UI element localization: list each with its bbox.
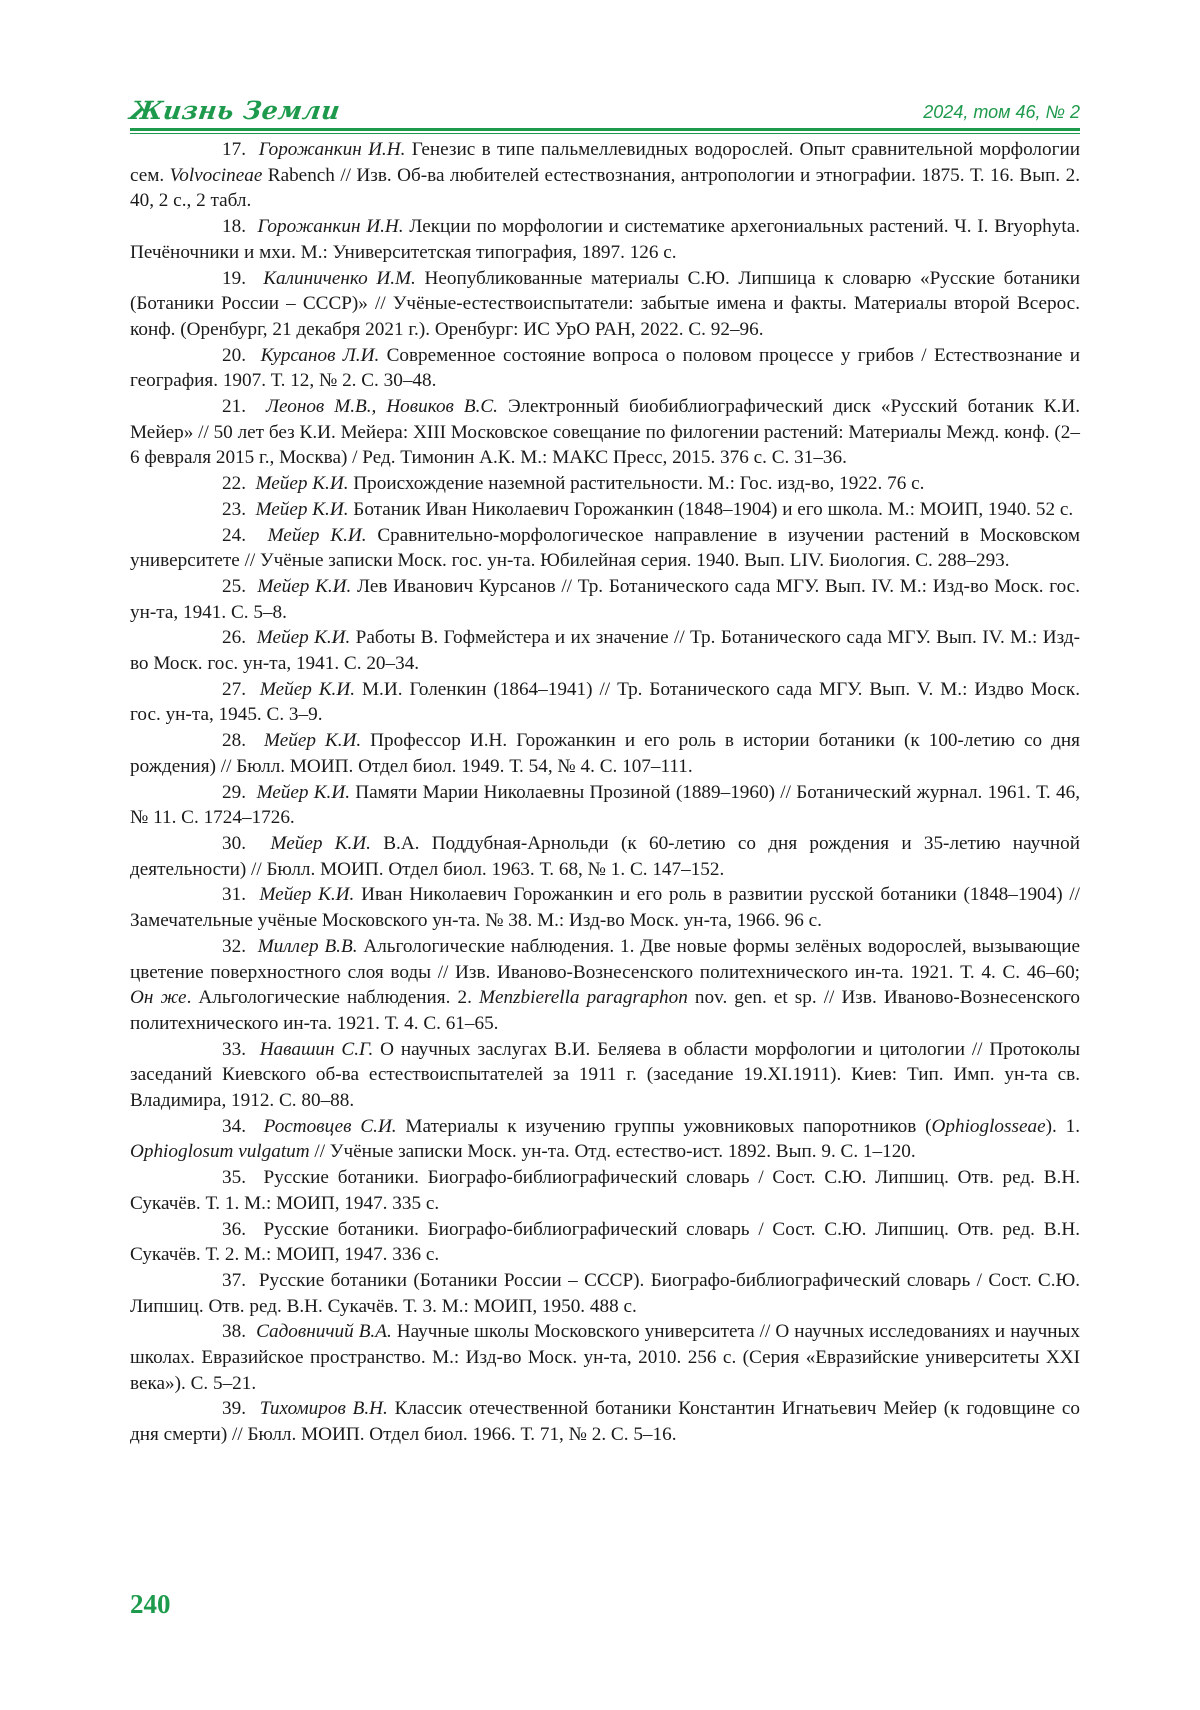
reference-number: 39. <box>222 1398 246 1420</box>
reference-item <box>130 677 1080 728</box>
reference-item <box>130 831 1080 882</box>
reference-number: 25. <box>222 575 246 597</box>
reference-item <box>130 497 1080 523</box>
reference-authors: Мейер К.И. <box>267 524 367 546</box>
reference-number: 31. <box>222 884 246 906</box>
reference-authors: Миллер В.В. <box>257 935 358 957</box>
reference-authors: Курсанов Л.И. <box>260 344 380 366</box>
reference-authors: Горожанкин И.Н. <box>257 216 404 238</box>
reference-authors: Ростовцев С.И. <box>263 1115 397 1137</box>
reference-text: Классик отечественной ботаники Константин Игнатьевич Мейер (к годовщине со дня смерти) // Бюлл. МОИП. Отдел биол. 1966. Т. 71, № 2. С. 5–16. <box>130 1398 1080 1446</box>
reference-item <box>130 266 1080 343</box>
reference-text: Материалы к изучению группы ужовниковых папоротников ( <box>396 1115 932 1137</box>
reference-item <box>130 934 1080 1037</box>
reference-number: 27. <box>222 678 246 700</box>
reference-text: Русские ботаники. Биографо-библиографический словарь / Сост. С.Ю. Липшиц. Отв. ред. В.Н. Сукачёв. Т. 2. М.: МОИП, 1947. 336 с. <box>130 1218 1080 1266</box>
header-rule-thick <box>130 128 1080 131</box>
reference-number: 23. <box>222 498 246 520</box>
reference-number: 36. <box>222 1218 246 1240</box>
reference-text: Альгологические наблюдения. 1. Две новые формы зелёных водорослей, вызывающие цветение поверхностного слоя воды // Изв. Иваново-Вознесенского политехнического ин-та. 1921. Т. 4. С. 46–60; <box>130 935 1081 983</box>
reference-text: М.И. Голенкин (1864–1941) // Тр. Ботанического сада МГУ. Вып. V. М.: Издво Моск. гос. ун-та, 1945. С. 3–9. <box>130 678 1081 726</box>
reference-item <box>130 471 1080 497</box>
reference-authors: Мейер К.И. <box>259 678 356 700</box>
reference-authors: Горожанкин И.Н. <box>258 139 406 160</box>
reference-item <box>130 343 1080 394</box>
reference-list <box>130 137 1080 1448</box>
reference-authors: Мейер К.И. <box>255 498 349 520</box>
reference-authors: Навашин С.Г. <box>259 1038 374 1060</box>
reference-number: 29. <box>222 781 246 803</box>
reference-number: 38. <box>222 1321 246 1343</box>
reference-number: 22. <box>222 473 246 495</box>
reference-item <box>130 1396 1080 1447</box>
reference-item <box>130 523 1080 574</box>
reference-item <box>130 1217 1080 1268</box>
reference-item <box>130 882 1080 933</box>
reference-italic: Он же <box>130 987 187 1009</box>
reference-item <box>130 137 1080 214</box>
reference-number: 24. <box>222 524 246 546</box>
reference-item <box>130 574 1080 625</box>
reference-text: Электронный биобиблиографический диск «Русский ботаник К.И. Мейер» // 50 лет без К.И. Мейера: XIII Московское совещание по филогении растений: Материалы Межд. конф. (2–6 февраля 2015 г., Москва) / Ред. Тимонин А.К. М.: МАКС Пресс, 2015. 376 с. С. 31–36. <box>130 396 1081 469</box>
reference-authors: Калиниченко И.М. <box>263 267 416 289</box>
reference-text: Иван Николаевич Горожанкин и его роль в развитии русской ботаники (1848–1904) // Замечательные учёные Московского ун-та. № 38. М.: Изд-во Моск. ун-та, 1966. 96 с. <box>130 884 1081 932</box>
reference-item <box>130 625 1080 676</box>
reference-number: 18. <box>222 216 246 238</box>
reference-italic: Volvocineae <box>169 164 263 186</box>
reference-text: О научных заслугах В.И. Беляева в области морфологии и цитологии // Протоколы заседаний Киевского об-ва естествоиспытателей за 1911 г. (заседание 19.XI.1911). Киев: Тип. Имп. ун-та св. Владимира, 1912. С. 80–88. <box>130 1038 1081 1112</box>
reference-number: 20. <box>222 344 246 366</box>
issue-info: 2024, том 46, № 2 <box>923 102 1080 122</box>
reference-text: . Альгологические наблюдения. 2. <box>186 987 479 1009</box>
reference-text: Неопубликованные материалы С.Ю. Липшица к словарю «Русские ботаники (Ботаники России – СССР)» // Учёные-естествоиспытатели: забытые имена и факты. Материалы второй Всерос. конф. (Оренбург, 21 декабря 2021 г.). Оренбург: ИС УрО РАН, 2022. С. 92–96. <box>130 267 1081 340</box>
reference-number: 32. <box>222 935 246 957</box>
reference-text: Лев Иванович Курсанов // Тр. Ботанического сада МГУ. Вып. IV. М.: Изд-во Моск. гос. ун-та, 1941. С. 5–8. <box>130 575 1080 623</box>
reference-authors: Мейер К.И. <box>255 473 349 495</box>
reference-number: 35. <box>222 1167 246 1189</box>
reference-text: nov. gen. et sp. // Изв. Иваново-Вознесенского политехнического ин-та. 1921. Т. 4. С. 61–65. <box>130 987 1080 1034</box>
reference-number: 26. <box>222 627 246 649</box>
reference-number: 33. <box>222 1038 246 1060</box>
reference-text: Сравнительно-морфологическое направление в изучении растений в Московском университете // Учёные записки Моск. гос. ун-та. Юбилейная серия. 1940. Вып. LIV. Биология. С. 288–293. <box>130 524 1081 572</box>
reference-text: Происхождение наземной растительности. М.: Гос. изд-во, 1922. 76 с. <box>348 473 925 495</box>
reference-authors: Тихомиров В.Н. <box>259 1398 388 1420</box>
reference-text: Работы В. Гофмейстера и их значение // Тр. Ботанического сада МГУ. Вып. IV. М.: Изд-во Моск. гос. ун-та, 1941. С. 20–34. <box>130 627 1080 675</box>
reference-item <box>130 728 1080 779</box>
reference-item <box>130 1165 1080 1216</box>
reference-number: 17. <box>222 139 246 160</box>
reference-text: В.А. Поддубная-Арнольди (к 60-летию со дня рождения и 35-летию научной деятельности) // Бюлл. МОИП. Отдел биол. 1963. Т. 68, № 1. С. 147–152. <box>130 832 1080 880</box>
reference-text: Научные школы Московского университета // О научных исследованиях и научных школах. Евразийское пространство. М.: Изд-во Моск. ун-та, 2010. 256 с. (Серия «Евразийские университеты XXI века»). С. 5–21. <box>130 1321 1081 1394</box>
journal-title-logo: Жизнь Земли <box>128 96 343 125</box>
reference-authors: Мейер К.И. <box>259 884 355 906</box>
reference-text: Rabench // Изв. Об-ва любителей естествознания, антропологии и этнографии. 1875. Т. 16. Вып. 2. 40, 2 с., 2 табл. <box>130 164 1080 212</box>
reference-text: Генезис в типе пальмеллевидных водорослей. Опыт сравнительной морфологии сем. <box>130 139 1081 186</box>
reference-text: Лекции по морфологии и систематике архегониальных растений. Ч. I. Bryophyta. Печёночники и мхи. М.: Университетская типография, 1897. 126 с. <box>130 216 1081 263</box>
reference-item <box>130 214 1080 265</box>
reference-text: Русские ботаники (Ботаники России – СССР). Биографо-библиографический словарь / Сост. С.Ю. Липшиц. Отв. ред. В.Н. Сукачёв. Т. 3. М.: МОИП, 1950. 488 с. <box>130 1269 1081 1317</box>
reference-item <box>130 780 1080 831</box>
reference-item <box>130 1037 1080 1114</box>
reference-number: 28. <box>222 730 246 752</box>
reference-text: Ботаник Иван Николаевич Горожанкин (1848–1904) и его школа. М.: МОИП, 1940. 52 с. <box>348 498 1074 520</box>
reference-number: 21. <box>222 396 246 418</box>
page-header <box>130 96 1080 128</box>
reference-text: Русские ботаники. Биографо-библиографический словарь / Сост. С.Ю. Липшиц. Отв. ред. В.Н. Сукачёв. Т. 1. М.: МОИП, 1947. 335 с. <box>130 1167 1080 1214</box>
reference-text: ). 1. <box>1045 1115 1081 1137</box>
reference-authors: Мейер К.И. <box>256 781 350 803</box>
reference-authors: Садовничий В.А. <box>256 1321 392 1343</box>
reference-number: 19. <box>222 267 246 289</box>
reference-item <box>130 1319 1080 1396</box>
reference-text: Профессор И.Н. Горожанкин и его роль в истории ботаники (к 100-летию со дня рождения) // Бюлл. МОИП. Отдел биол. 1949. Т. 54, № 4. С. 107–111. <box>130 730 1080 777</box>
reference-italic: Menzbierella paragraphon <box>478 987 688 1009</box>
reference-authors: Леонов М.В., Новиков В.С. <box>265 396 498 418</box>
reference-text: Памяти Марии Николаевны Прозиной (1889–1960) // Ботанический журнал. 1961. Т. 46, № 11. С. 1724–1726. <box>130 781 1080 829</box>
reference-italic: Ophioglosseae <box>931 1115 1046 1137</box>
reference-item <box>130 1268 1080 1319</box>
reference-number: 37. <box>222 1269 246 1291</box>
reference-italic: Ophioglosum vulgatum <box>130 1141 310 1163</box>
reference-item <box>130 1114 1080 1165</box>
reference-authors: Мейер К.И. <box>256 627 351 649</box>
reference-number: 30. <box>222 832 246 854</box>
reference-number: 34. <box>222 1115 246 1137</box>
reference-authors: Мейер К.И. <box>257 575 352 597</box>
reference-text: Современное состояние вопроса о половом процессе у грибов / Естествознание и география. 1907. Т. 12, № 2. С. 30–48. <box>130 344 1080 392</box>
reference-authors: Мейер К.И. <box>264 730 362 752</box>
reference-text: // Учёные записки Моск. ун-та. Отд. естество-ист. 1892. Вып. 9. С. 1–120. <box>309 1141 916 1163</box>
header-rule-thin <box>130 133 1080 134</box>
reference-authors: Мейер К.И. <box>270 832 371 854</box>
page-number: 240 <box>130 1589 171 1619</box>
reference-item <box>130 394 1080 471</box>
